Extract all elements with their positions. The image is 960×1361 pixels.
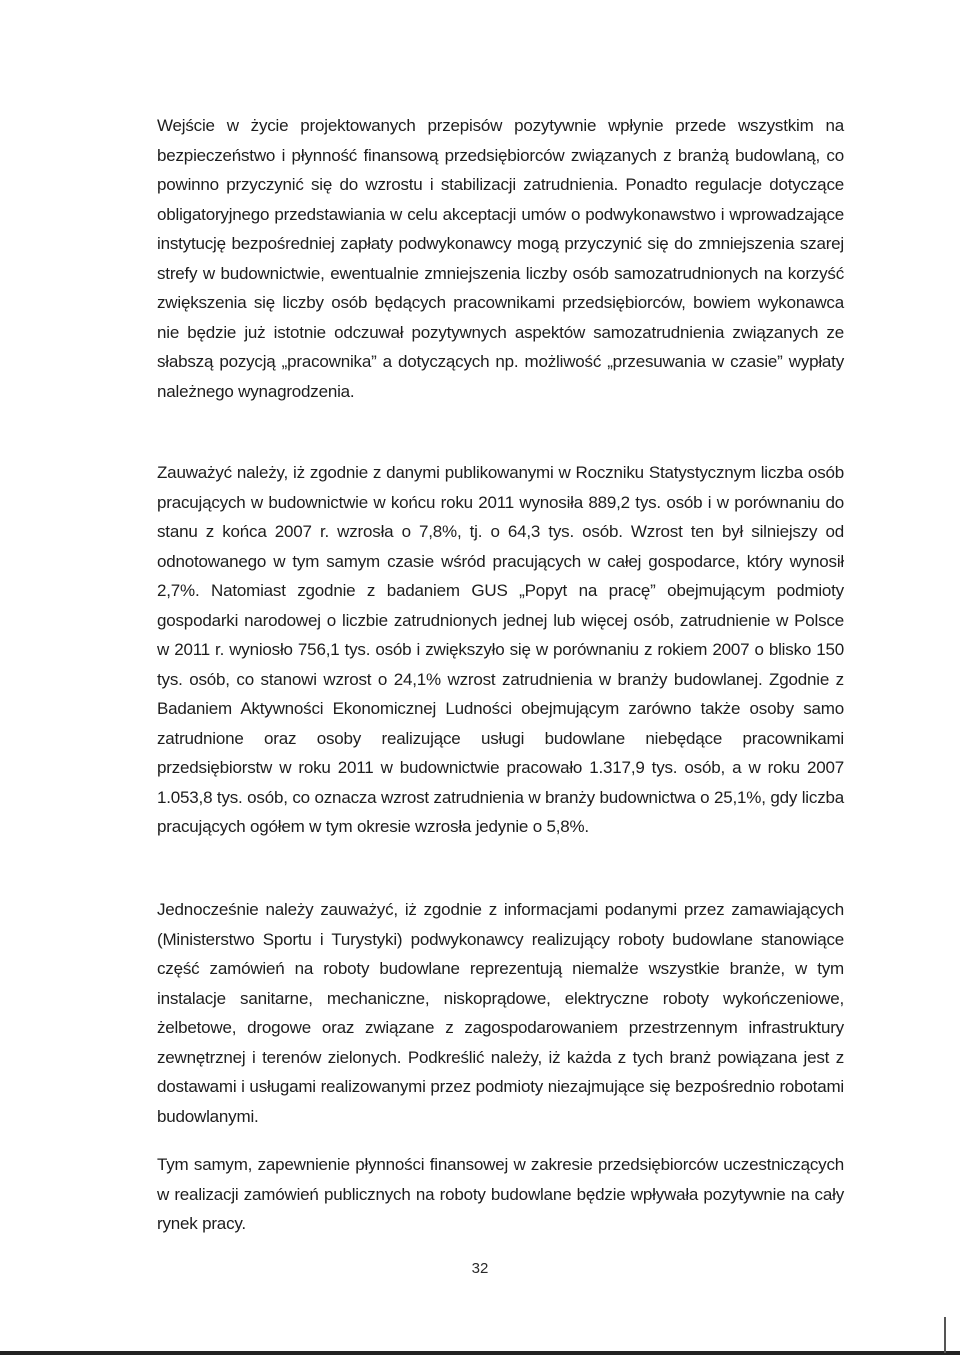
paragraph-regulation-impact: Wejście w życie projektowanych przepisów pozytywnie wpłynie przede wszystkim na bezpieczeństwo i płynność finansową przedsiębiorców związanych z branżą budowlaną, co powinno przyczynić się do wzrostu i stabilizacji zatrudnienia. Ponadto regulacje dotyczące obligatoryjnego przedstawiania w celu akceptacji umów o podwykonawstwo i wprowadzające instytucję bezpośredniej zapłaty podwykonawcy mogą przyczynić się do zmniejszenia szarej strefy w budownictwie, ewentualnie zmniejszenia liczby osób samozatrudnionych na korzyść zwiększenia się liczby osób będących pracownikami przedsiębiorców, bowiem wykonawca nie będzie już istotnie odczuwał pozytywnych aspektów samozatrudnienia związanych ze słabszą pozycją „pracownika” a dotyczących np. możliwość „przesuwania w czasie” wypłaty należnego wynagrodzenia. (157, 116, 844, 401)
scan-border-corner (944, 1317, 946, 1353)
paragraph-conclusion: Tym samym, zapewnienie płynności finansowej w zakresie przedsiębiorców uczestniczących w realizacji zamówień publicznych na roboty budowlane będzie wpływała pozytywnie na cały rynek pracy. (157, 1155, 844, 1233)
paragraph-subcontractor-branches: Jednocześnie należy zauważyć, iż zgodnie z informacjami podanymi przez zamawiających (Ministerstwo Sportu i Turystyki) podwykonawcy realizujący roboty budowlane stanowiące część zamówień na roboty budowlane reprezentują niemalże wszystkie branże, w tym instalacje sanitarne, mechaniczne, niskoprądowe, elektryczne roboty wykończeniowe, żelbetowe, drogowe oraz związane z zagospodarowaniem przestrzennym infrastruktury zewnętrznej i terenów zielonych. Podkreślić należy, iż każda z tych branż powiązana jest z dostawami i usługami realizowanymi przez podmioty niezajmujące się bezpośrednio robotami budowlanymi. (157, 900, 844, 1126)
paragraph-employment-statistics: Zauważyć należy, iż zgodnie z danymi publikowanymi w Roczniku Statystycznym liczba osób pracujących w budownictwie w końcu roku 2011 wynosiła 889,2 tys. osób i w porównaniu do stanu z końca 2007 r. wzrosła o 7,8%, tj. o 64,3 tys. osób. Wzrost ten był silniejszy od odnotowanego w tym samym czasie wśród pracujących w całej gospodarce, który wynosił 2,7%. Natomiast zgodnie z badaniem GUS „Popyt na pracę” obejmującym podmioty gospodarki narodowej o liczbie zatrudnionych jednej lub więcej osób, zatrudnienie w Polsce w 2011 r. wyniosło 756,1 tys. osób i zwiększyło się w porównaniu z rokiem 2007 o blisko 150 tys. osób, co stanowi wzrost o 24,1% wzrost zatrudnienia w branży budowlanej. Zgodnie z Badaniem Aktywności Ekonomicznej Ludności obejmującym zarówno także osoby samo zatrudnione oraz osoby realizujące usługi budowlane niebędące pracownikami przedsiębiorstw w roku 2011 w budownictwie pracowało 1.317,9 tys. osób, a w roku 2007 1.053,8 tys. osób, co oznacza wzrost zatrudnienia w branży budownictwa o 25,1%, gdy liczba pracujących ogółem w tym okresie wzrosła jedynie o 5,8%. (157, 463, 844, 836)
page-number: 32 (471, 1260, 489, 1277)
scan-border-bottom (0, 1351, 960, 1355)
